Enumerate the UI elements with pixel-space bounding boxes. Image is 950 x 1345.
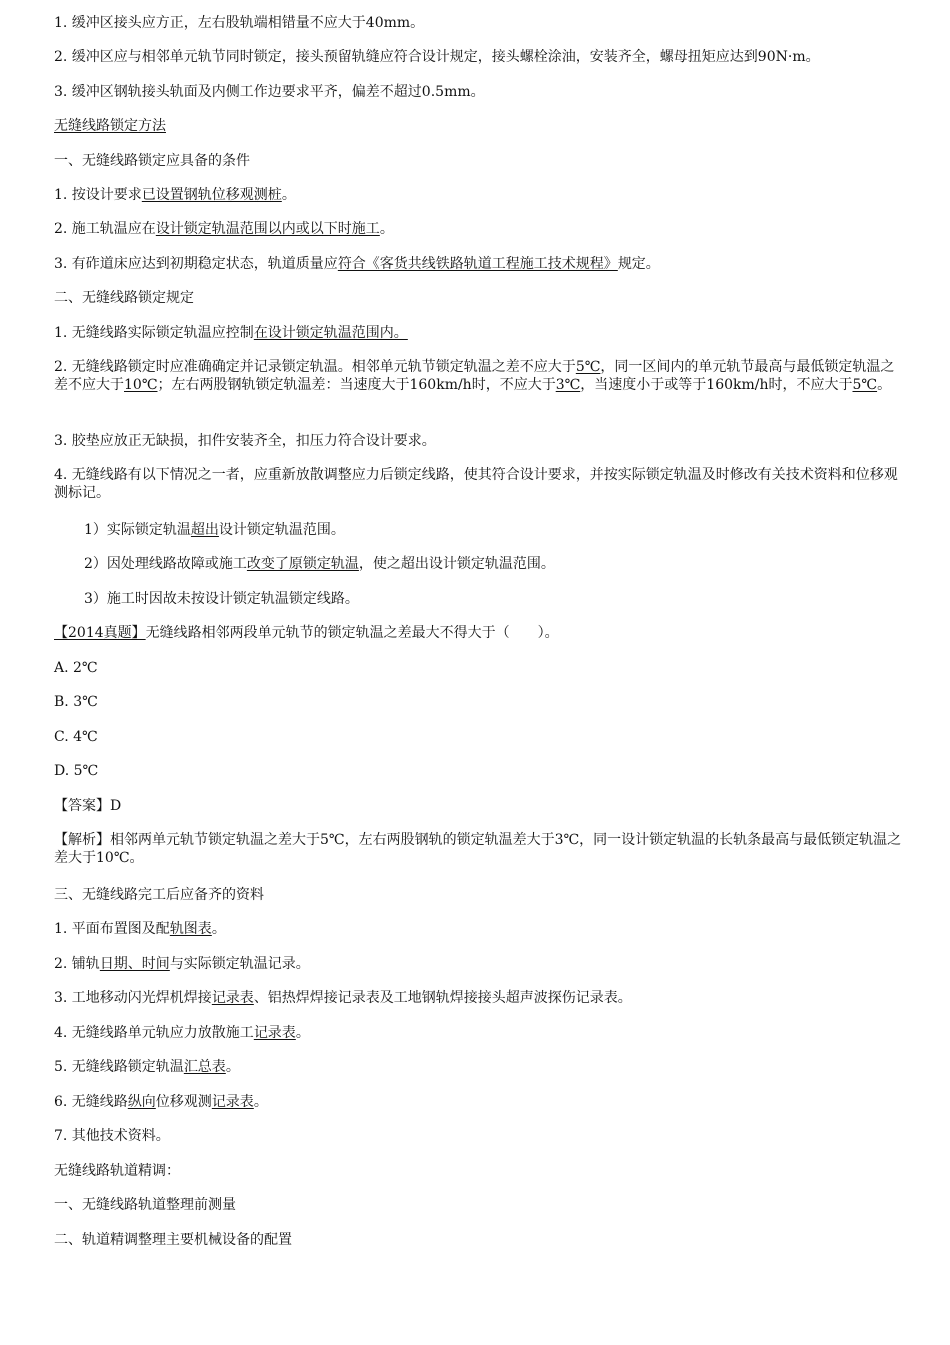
paragraph: 4. 无缝线路有以下情况之一者，应重新放散调整应力后锁定线路，使其符合设计要求，并按实际锁定轨温及时修改有关技术资料和位移观测标记。 <box>54 467 898 501</box>
list-item: 2. 铺轨日期、时间与实际锁定轨温记录。 <box>54 956 310 972</box>
list-item: 2）因处理线路故障或施工改变了原锁定轨温，使之超出设计锁定轨温范围。 <box>84 556 555 572</box>
section-heading: 一、无缝线路锁定应具备的条件 <box>54 153 250 169</box>
paragraph: 3. 缓冲区钢轨接头轨面及内侧工作边要求平齐，偏差不超过0.5mm。 <box>54 84 485 100</box>
list-item: 3）施工时因故未按设计锁定轨温锁定线路。 <box>84 591 359 607</box>
section-heading: 二、轨道精调整理主要机械设备的配置 <box>54 1232 292 1248</box>
list-item: 4. 无缝线路单元轨应力放散施工记录表。 <box>54 1025 310 1041</box>
list-item: 1）实际锁定轨温超出设计锁定轨温范围。 <box>84 522 345 538</box>
section-heading: 无缝线路锁定方法 <box>54 118 166 134</box>
answer-option-b: B. 3℃ <box>54 694 98 710</box>
paragraph: 3. 有砟道床应达到初期稳定状态，轨道质量应符合《客货共线铁路轨道工程施工技术规程》规定。 <box>54 256 660 272</box>
paragraph: 2. 施工轨温应在设计锁定轨温范围以内或以下时施工。 <box>54 221 394 237</box>
section-heading: 一、无缝线路轨道整理前测量 <box>54 1197 236 1213</box>
list-item: 7. 其他技术资料。 <box>54 1128 170 1144</box>
answer-option-d: D. 5℃ <box>54 763 99 779</box>
paragraph: 3. 胶垫应放正无缺损，扣件安装齐全，扣压力符合设计要求。 <box>54 433 436 449</box>
list-item: 3. 工地移动闪光焊机焊接记录表、铝热焊焊接记录表及工地钢轨焊接接头超声波探伤记录表。 <box>54 990 632 1006</box>
section-heading: 无缝线路轨道精调： <box>54 1163 180 1179</box>
section-heading: 二、无缝线路锁定规定 <box>54 290 194 306</box>
paragraph: 2. 缓冲区应与相邻单元轨节同时锁定，接头预留轨缝应符合设计规定，接头螺栓涂油，安装齐全，螺母扭矩应达到90N·m。 <box>54 49 820 65</box>
answer-explanation: 【解析】相邻两单元轨节锁定轨温之差大于5℃，左右两股钢轨的锁定轨温差大于3℃，同一设计锁定轨温的长轨条最高与最低锁定轨温之差大于10℃。 <box>54 832 902 866</box>
answer-option-a: A. 2℃ <box>54 660 98 676</box>
paragraph: 1. 缓冲区接头应方正，左右股轨端相错量不应大于40mm。 <box>54 15 425 31</box>
paragraph: 1. 按设计要求已设置钢轨位移观测桩。 <box>54 187 296 203</box>
answer: 【答案】D <box>54 798 122 814</box>
paragraph: 2. 无缝线路锁定时应准确确定并记录锁定轨温。相邻单元轨节锁定轨温之差不应大于5℃，同一区间内的单元轨节最高与最低锁定轨温之差不应大于10℃；左右两股钢轨锁定轨温差：当速度大于160km/h时，不应大于3℃，当速度小于或等于160km/h时，不应大于5℃。 <box>54 359 895 393</box>
list-item: 1. 平面布置图及配轨图表。 <box>54 921 226 937</box>
exam-question: 【2014真题】无缝线路相邻两段单元轨节的锁定轨温之差最大不得大于（ ）。 <box>54 625 559 641</box>
list-item: 6. 无缝线路纵向位移观测记录表。 <box>54 1094 268 1110</box>
section-heading: 三、无缝线路完工后应备齐的资料 <box>54 887 264 903</box>
answer-option-c: C. 4℃ <box>54 729 98 745</box>
paragraph: 1. 无缝线路实际锁定轨温应控制在设计锁定轨温范围内。 <box>54 325 408 341</box>
list-item: 5. 无缝线路锁定轨温汇总表。 <box>54 1059 240 1075</box>
